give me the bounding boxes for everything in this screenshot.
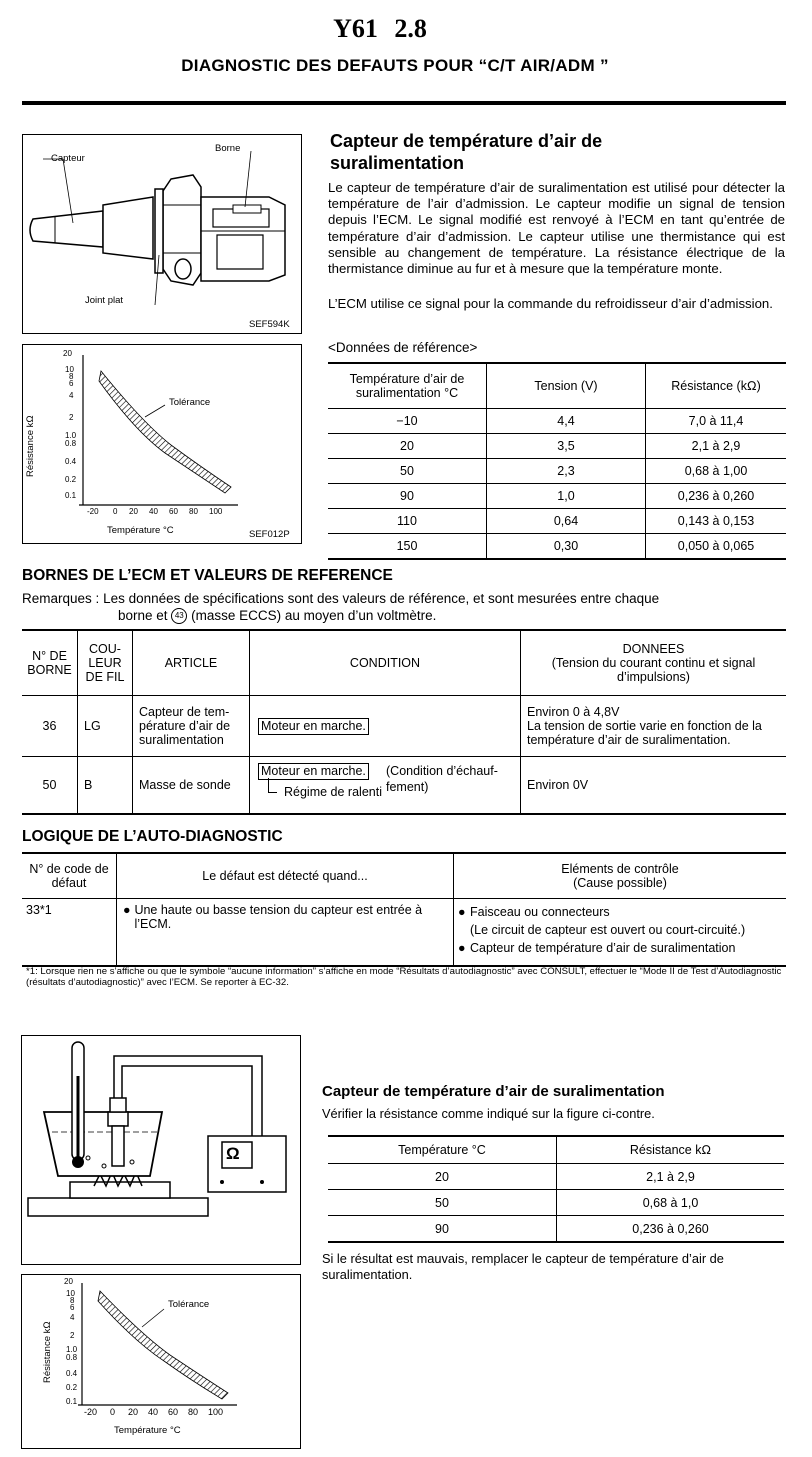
remark-prefix: Remarques : bbox=[22, 591, 100, 606]
y-tick: 8 bbox=[70, 1296, 75, 1305]
terminal-number: 50 bbox=[22, 757, 78, 815]
terminal-number: 36 bbox=[22, 696, 78, 757]
data-line-1: Environ 0 à 4,8V bbox=[527, 705, 620, 719]
test-setup-drawing bbox=[22, 1036, 300, 1264]
tolerance-label: Tolérance bbox=[168, 1299, 210, 1310]
condition-idle: Régime de ralenti bbox=[284, 785, 382, 799]
label-gasket: Joint plat bbox=[85, 295, 124, 306]
table-row bbox=[22, 899, 786, 967]
table-row bbox=[22, 696, 786, 757]
header-divider bbox=[22, 101, 786, 105]
table-row bbox=[328, 534, 786, 560]
table-cell: 0,64 bbox=[487, 509, 646, 534]
description-text: Le capteur de température d’air de suralimentation est utilisé pour détecter la température de l’air d’admission. Le capteur modifie un signal de tension depuis l’ECM. Le signal modifié est renvoyé à l’ECM en tant qu’entrée de température d’air d’admission. Le capteur utilise une thermistance qui est sensible au changement de température. La résistance électrique de la thermistance diminue au fur et à mesure que la température monte. bbox=[328, 180, 785, 277]
self-diag-title: LOGIQUE DE L’AUTO-DIAGNOSTIC bbox=[22, 828, 283, 845]
col-header-temperature: Température d’air de suralimentation °C bbox=[328, 363, 487, 409]
table-row bbox=[22, 757, 786, 815]
y-tick: 6 bbox=[70, 1303, 75, 1312]
table-cell: 90 bbox=[328, 1216, 557, 1243]
table-cell: 2,3 bbox=[487, 459, 646, 484]
y-tick: 2 bbox=[69, 413, 74, 422]
table-cell: 2,1 à 2,9 bbox=[557, 1164, 785, 1190]
data-cell: Environ 0V bbox=[521, 757, 787, 815]
remark-line2-a: borne et bbox=[118, 608, 168, 623]
check-header-title: Eléments de contrôle bbox=[561, 862, 679, 876]
resistance-curve-bottom bbox=[22, 1275, 300, 1448]
self-diag-table bbox=[22, 852, 786, 967]
item-name: Masse de sonde bbox=[133, 757, 250, 815]
table-cell: 0,050 à 0,065 bbox=[646, 534, 787, 560]
col-header-color: COU- LEUR DE FIL bbox=[78, 630, 133, 696]
label-sensor: Capteur bbox=[51, 153, 85, 164]
component-check-instruction: Vérifier la résistance comme indiqué sur la figure ci-contre. bbox=[322, 1106, 655, 1121]
data-header-sub: (Tension du courant continu et signal d’impulsions) bbox=[551, 656, 756, 684]
page-title: DIAGNOSTIC DES DEFAUTS POUR “C/T AIR/ADM ” bbox=[181, 56, 609, 75]
x-tick: 60 bbox=[168, 1407, 179, 1417]
x-tick: 80 bbox=[189, 507, 198, 516]
wire-color: B bbox=[78, 757, 133, 815]
data-cell bbox=[521, 696, 787, 757]
y-tick: 0.4 bbox=[66, 1369, 78, 1378]
x-tick: 40 bbox=[149, 507, 158, 516]
description-text-2: L’ECM utilise ce signal pour la commande du refroidisseur d’air d’admission. bbox=[328, 296, 773, 311]
remark-line2-b: (masse ECCS) au moyen d’un voltmètre. bbox=[191, 608, 437, 623]
table-cell: 50 bbox=[328, 459, 487, 484]
table-row bbox=[328, 434, 786, 459]
condition-cell bbox=[250, 757, 521, 815]
y-tick: 1.0 bbox=[65, 431, 77, 440]
wire-color: LG bbox=[78, 696, 133, 757]
reference-data-label: <Données de référence> bbox=[328, 340, 478, 355]
resistance-graph-bottom bbox=[21, 1274, 301, 1449]
component-check-heading: Capteur de température d’air de suralimentation bbox=[322, 1083, 665, 1100]
table-cell: 0,68 à 1,00 bbox=[646, 459, 787, 484]
tolerance-label: Tolérance bbox=[169, 397, 211, 408]
x-tick: 100 bbox=[208, 1407, 224, 1417]
table-cell: 3,5 bbox=[487, 434, 646, 459]
y-tick: 0.1 bbox=[66, 1397, 78, 1406]
component-check-result-note: Si le résultat est mauvais, remplacer le capteur de température d’air de suralimentation. bbox=[322, 1251, 724, 1282]
y-tick: 20 bbox=[63, 349, 72, 358]
table-cell: 0,68 à 1,0 bbox=[557, 1190, 785, 1216]
table-cell: 4,4 bbox=[487, 409, 646, 434]
detection-condition bbox=[117, 899, 454, 967]
col-header-code: N° de code de défaut bbox=[22, 853, 117, 899]
y-tick: 20 bbox=[64, 1277, 73, 1286]
table-row bbox=[328, 1164, 784, 1190]
col-header-resistance: Résistance (kΩ) bbox=[646, 363, 787, 409]
condition-cell bbox=[250, 696, 521, 757]
x-tick: 20 bbox=[128, 1407, 139, 1417]
ecm-terminal-table bbox=[22, 629, 786, 815]
table-header-row bbox=[22, 630, 786, 696]
page-model-title: Y61 2.8 bbox=[333, 14, 427, 43]
data-line-2: La tension de sortie varie en fonction de la température d’air de suralimentation. bbox=[527, 719, 762, 747]
item-name: Capteur de tem- pérature d’air de suralimentation bbox=[133, 696, 250, 757]
sensor-drawing bbox=[23, 135, 301, 333]
table-row bbox=[328, 1190, 784, 1216]
table-row bbox=[328, 509, 786, 534]
table-header-row bbox=[328, 1136, 784, 1164]
table-cell: 0,236 à 0,260 bbox=[557, 1216, 785, 1243]
y-tick: 10 bbox=[65, 365, 74, 374]
condition-note: (Condition d’échauf- fement) bbox=[386, 764, 498, 794]
y-tick: 10 bbox=[66, 1289, 75, 1298]
data-header-title: DONNEES bbox=[622, 642, 685, 656]
ohm-meter-icon: Ω bbox=[226, 1144, 240, 1163]
bullet-icon: ● bbox=[458, 905, 466, 919]
table-header-row bbox=[22, 853, 786, 899]
label-terminal: Borne bbox=[215, 143, 241, 154]
table-row bbox=[328, 484, 786, 509]
table-cell: 0,143 à 0,153 bbox=[646, 509, 787, 534]
y-tick: 0.1 bbox=[65, 491, 77, 500]
y-tick: 8 bbox=[69, 372, 74, 381]
table-cell: 20 bbox=[328, 434, 487, 459]
condition-connector-line bbox=[268, 778, 277, 793]
x-tick: -20 bbox=[84, 1407, 98, 1417]
x-tick: 80 bbox=[188, 1407, 199, 1417]
check-item-2: Capteur de température d’air de suralimentation bbox=[470, 941, 736, 955]
y-tick: 0.8 bbox=[66, 1353, 78, 1362]
ecm-section-title: BORNES DE L’ECM ET VALEURS DE REFERENCE bbox=[22, 567, 393, 584]
detection-text: Une haute ou basse tension du capteur est entrée à l’ECM. bbox=[134, 903, 423, 931]
bullet-icon: ● bbox=[123, 903, 131, 917]
col-header-resistance: Résistance kΩ bbox=[557, 1136, 785, 1164]
col-header-detected: Le défaut est détecté quand... bbox=[117, 853, 454, 899]
table-cell: 0,30 bbox=[487, 534, 646, 560]
x-axis-label: Température °C bbox=[107, 525, 174, 536]
y-tick: 1.0 bbox=[66, 1345, 78, 1354]
resistance-graph-top bbox=[22, 344, 302, 544]
x-tick: 100 bbox=[209, 507, 223, 516]
y-tick: 0.4 bbox=[65, 457, 77, 466]
x-axis-label: Température °C bbox=[114, 1425, 181, 1436]
col-header-item: ARTICLE bbox=[133, 630, 250, 696]
y-tick: 6 bbox=[69, 379, 74, 388]
y-tick: 0.8 bbox=[65, 439, 77, 448]
table-cell: 2,1 à 2,9 bbox=[646, 434, 787, 459]
test-setup-figure bbox=[21, 1035, 301, 1265]
table-cell: 20 bbox=[328, 1164, 557, 1190]
table-cell: 50 bbox=[328, 1190, 557, 1216]
bullet-icon: ● bbox=[458, 941, 466, 955]
table-row bbox=[328, 1216, 784, 1243]
circled-number-43: 43 bbox=[171, 608, 187, 624]
figure-ref-code: SEF594K bbox=[249, 319, 290, 330]
y-tick: 4 bbox=[69, 391, 74, 400]
y-tick: 0.2 bbox=[65, 475, 77, 484]
table-cell: 150 bbox=[328, 534, 487, 560]
check-header-sub: (Cause possible) bbox=[573, 876, 667, 890]
table-cell: 7,0 à 11,4 bbox=[646, 409, 787, 434]
check-item-1: Faisceau ou connecteurs bbox=[470, 905, 610, 919]
table-cell: 110 bbox=[328, 509, 487, 534]
component-check-table bbox=[328, 1135, 784, 1243]
x-tick: 60 bbox=[169, 507, 178, 516]
x-tick: -20 bbox=[87, 507, 99, 516]
remark-text: Les données de spécifications sont des valeurs de référence, et sont mesurées entre chaque bbox=[103, 591, 660, 606]
y-axis-label: Résistance kΩ bbox=[25, 415, 36, 477]
graph-ref-code: SEF012P bbox=[249, 529, 290, 540]
x-tick: 20 bbox=[129, 507, 138, 516]
check-item-1-sub: (Le circuit de capteur est ouvert ou court-circuité.) bbox=[470, 923, 746, 937]
col-header-check bbox=[454, 853, 787, 899]
col-header-data bbox=[521, 630, 787, 696]
ecm-remark bbox=[22, 590, 792, 624]
y-tick: 2 bbox=[70, 1331, 75, 1340]
fault-code: 33*1 bbox=[22, 899, 117, 967]
footnote: *1: Lorsque rien ne s’affiche ou que le symbole “aucune information” s’affiche en mode “Résultats d’autodiagnostic” avec CONSULT, effectuer le “Mode II de Test d’Autodiagnostic (résultats d’autodiagnostic)” avec l’ECM. Se reporter à EC-32. bbox=[26, 966, 782, 988]
table-cell: 90 bbox=[328, 484, 487, 509]
y-axis-label: Résistance kΩ bbox=[42, 1321, 53, 1383]
col-header-temperature: Température °C bbox=[328, 1136, 557, 1164]
col-header-terminal: N° DE BORNE bbox=[22, 630, 78, 696]
y-tick: 0.2 bbox=[66, 1383, 78, 1392]
condition-engine-running: Moteur en marche. bbox=[258, 763, 369, 780]
x-tick: 40 bbox=[148, 1407, 159, 1417]
table-cell: 1,0 bbox=[487, 484, 646, 509]
y-tick: 4 bbox=[70, 1313, 75, 1322]
table-row bbox=[328, 409, 786, 434]
col-header-condition: CONDITION bbox=[250, 630, 521, 696]
table-cell: 0,236 à 0,260 bbox=[646, 484, 787, 509]
table-header-row bbox=[328, 363, 786, 409]
condition-engine-running: Moteur en marche. bbox=[258, 718, 369, 735]
description-heading: Capteur de température d’air de suralimentation bbox=[330, 131, 603, 173]
x-tick: 0 bbox=[113, 507, 118, 516]
check-items bbox=[454, 899, 787, 967]
x-tick: 0 bbox=[110, 1407, 116, 1417]
table-cell: −10 bbox=[328, 409, 487, 434]
reference-data-table bbox=[328, 362, 786, 560]
col-header-voltage: Tension (V) bbox=[487, 363, 646, 409]
sensor-figure bbox=[22, 134, 302, 334]
table-row bbox=[328, 459, 786, 484]
